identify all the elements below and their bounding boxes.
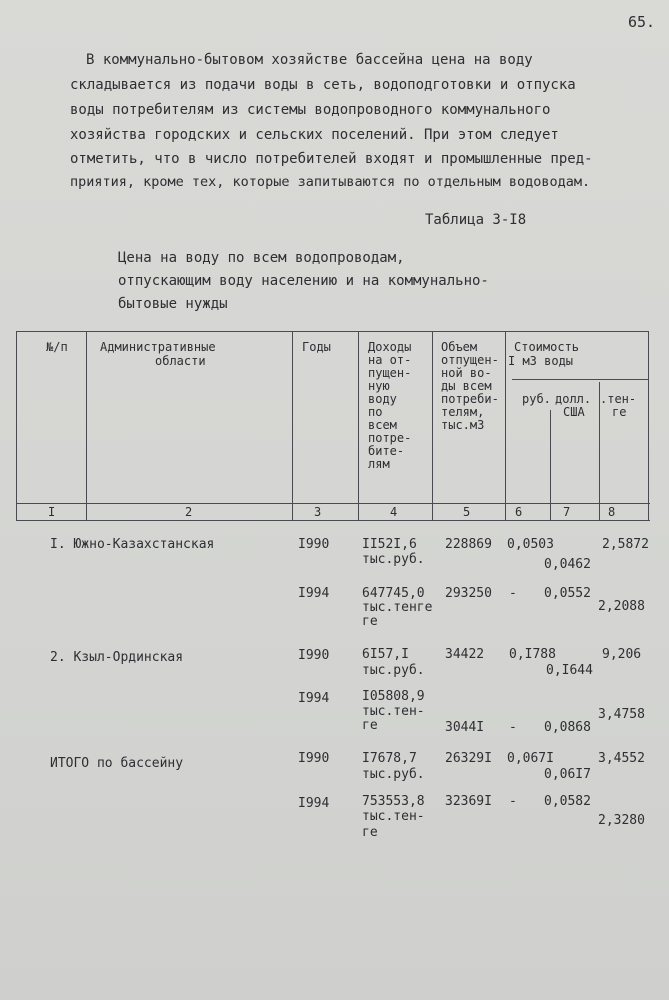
paragraph-line: В коммунально-бытовом хозяйстве бассейна цена на воду bbox=[86, 52, 533, 68]
row-income: I7678,7 bbox=[362, 751, 417, 766]
row-tenge: 3,4758 bbox=[598, 707, 645, 722]
header-volume: потреби- bbox=[441, 392, 499, 406]
row-year: I994 bbox=[298, 796, 330, 811]
column-number: 4 bbox=[390, 505, 398, 519]
row-usd: 0,I644 bbox=[546, 663, 593, 678]
row-income-unit: тыс.тен- bbox=[362, 704, 425, 719]
row-tenge: 2,2088 bbox=[598, 599, 645, 614]
table-caption-line: Цена на воду по всем водопроводам, bbox=[118, 250, 405, 266]
column-number: 3 bbox=[314, 505, 322, 519]
column-divider bbox=[292, 331, 293, 521]
paragraph-line: приятия, кроме тех, которые запитываются по отдельным водоводам. bbox=[70, 174, 591, 190]
header-cost-usd: США bbox=[563, 405, 585, 419]
header-income: воду bbox=[368, 392, 397, 406]
column-number: I bbox=[48, 505, 56, 519]
row-year: I990 bbox=[298, 537, 330, 552]
column-divider bbox=[432, 331, 433, 521]
row-income-unit: тыс.руб. bbox=[362, 663, 425, 678]
header-cost-rub: руб. bbox=[522, 392, 551, 406]
cost-subheader-border bbox=[512, 379, 648, 380]
row-volume: 228869 bbox=[445, 537, 492, 552]
header-income: всем bbox=[368, 418, 397, 432]
row-rub: - bbox=[509, 794, 517, 809]
paragraph-line: складывается из подачи воды в сеть, водоподготовки и отпуска bbox=[70, 77, 576, 93]
row-rub: 0,I788 bbox=[509, 647, 556, 662]
header-region: Административные bbox=[100, 340, 216, 354]
table-top-border bbox=[16, 331, 648, 332]
table-header-bottom-border bbox=[16, 503, 650, 504]
paragraph-line: отметить, что в число потребителей входят и промышленные пред- bbox=[70, 151, 593, 167]
page-number: 65. bbox=[628, 13, 656, 31]
row-usd: 0,06I7 bbox=[544, 767, 591, 782]
row-income-unit: ге bbox=[362, 614, 378, 629]
row-income: II52I,6 bbox=[362, 537, 417, 552]
column-divider bbox=[505, 331, 506, 521]
row-income: I05808,9 bbox=[362, 689, 425, 704]
header-income: бите- bbox=[368, 444, 405, 458]
paragraph-line: хозяйства городских и сельских поселений. При этом следует bbox=[70, 127, 559, 143]
table-label: Таблица 3-I8 bbox=[425, 212, 527, 228]
row-income: 6I57,I bbox=[362, 647, 409, 662]
row-income: 647745,0 bbox=[362, 586, 425, 601]
row-region: 2. Кзыл-Ординская bbox=[50, 650, 184, 665]
table-caption-line: бытовые нужды bbox=[118, 296, 228, 312]
column-divider bbox=[358, 331, 359, 521]
row-usd: 0,0868 bbox=[544, 720, 591, 735]
column-divider bbox=[16, 331, 17, 521]
header-cost: I м3 воды bbox=[508, 354, 574, 368]
row-region: ИТОГО по бассейну bbox=[50, 756, 184, 771]
header-income: ную bbox=[368, 379, 390, 393]
header-income: потре- bbox=[368, 431, 412, 445]
row-tenge: 2,5872 bbox=[602, 537, 649, 552]
row-income-unit: ге bbox=[362, 718, 378, 733]
column-divider bbox=[550, 410, 551, 521]
header-region: области bbox=[155, 354, 206, 368]
paragraph-line: воды потребителям из системы водопроводного коммунального bbox=[70, 102, 551, 118]
row-year: I994 bbox=[298, 586, 330, 601]
row-volume: 34422 bbox=[445, 647, 485, 662]
row-income-unit: тыс.руб. bbox=[362, 767, 425, 782]
row-income-unit: тыс.тенге bbox=[362, 600, 433, 615]
header-volume: Объем bbox=[441, 340, 478, 354]
header-years: Годы bbox=[302, 340, 331, 354]
header-num: №/п bbox=[46, 340, 68, 354]
column-number: 7 bbox=[563, 505, 571, 519]
header-volume: отпущен- bbox=[441, 353, 499, 367]
row-year: I990 bbox=[298, 648, 330, 663]
row-volume: 3044I bbox=[445, 720, 485, 735]
column-number: 5 bbox=[463, 505, 471, 519]
row-income-unit: тыс.тен- bbox=[362, 809, 425, 824]
row-year: I990 bbox=[298, 751, 330, 766]
table-caption-line: отпускающим воду населению и на коммунально- bbox=[118, 273, 489, 289]
row-tenge: 2,3280 bbox=[598, 813, 645, 828]
header-volume: ды всем bbox=[441, 379, 492, 393]
row-income-unit: ге bbox=[362, 825, 378, 840]
row-rub: 0,067I bbox=[507, 751, 554, 766]
column-divider bbox=[86, 331, 87, 521]
row-income-unit: тыс.руб. bbox=[362, 552, 425, 567]
row-rub: 0,0503 bbox=[507, 537, 554, 552]
header-income: лям bbox=[368, 457, 390, 471]
row-usd: 0,0462 bbox=[544, 557, 591, 572]
header-income: на от- bbox=[368, 353, 412, 367]
row-volume: 32369I bbox=[445, 794, 492, 809]
header-cost-tenge: .тен- bbox=[600, 392, 637, 406]
row-rub: - bbox=[509, 586, 517, 601]
table-numbers-bottom-border bbox=[16, 520, 650, 521]
header-cost-usd: долл. bbox=[555, 392, 592, 406]
row-tenge: 9,206 bbox=[602, 647, 642, 662]
header-income: Доходы bbox=[368, 340, 412, 354]
column-divider bbox=[648, 331, 649, 521]
column-number: 8 bbox=[608, 505, 616, 519]
column-number: 2 bbox=[185, 505, 193, 519]
column-number: 6 bbox=[515, 505, 523, 519]
header-cost: Стоимость bbox=[514, 340, 580, 354]
header-income: по bbox=[368, 405, 383, 419]
header-income: пущен- bbox=[368, 366, 412, 380]
row-rub: - bbox=[509, 720, 517, 735]
header-volume: тыс.м3 bbox=[441, 418, 485, 432]
row-region: I. Южно-Казахстанская bbox=[50, 537, 215, 552]
header-cost-tenge: ге bbox=[612, 405, 627, 419]
row-usd: 0,0552 bbox=[544, 586, 591, 601]
row-income: 753553,8 bbox=[362, 794, 425, 809]
row-volume: 293250 bbox=[445, 586, 492, 601]
header-volume: ной во- bbox=[441, 366, 492, 380]
row-volume: 26329I bbox=[445, 751, 492, 766]
row-usd: 0,0582 bbox=[544, 794, 591, 809]
row-tenge: 3,4552 bbox=[598, 751, 645, 766]
header-volume: телям, bbox=[441, 405, 485, 419]
row-year: I994 bbox=[298, 691, 330, 706]
